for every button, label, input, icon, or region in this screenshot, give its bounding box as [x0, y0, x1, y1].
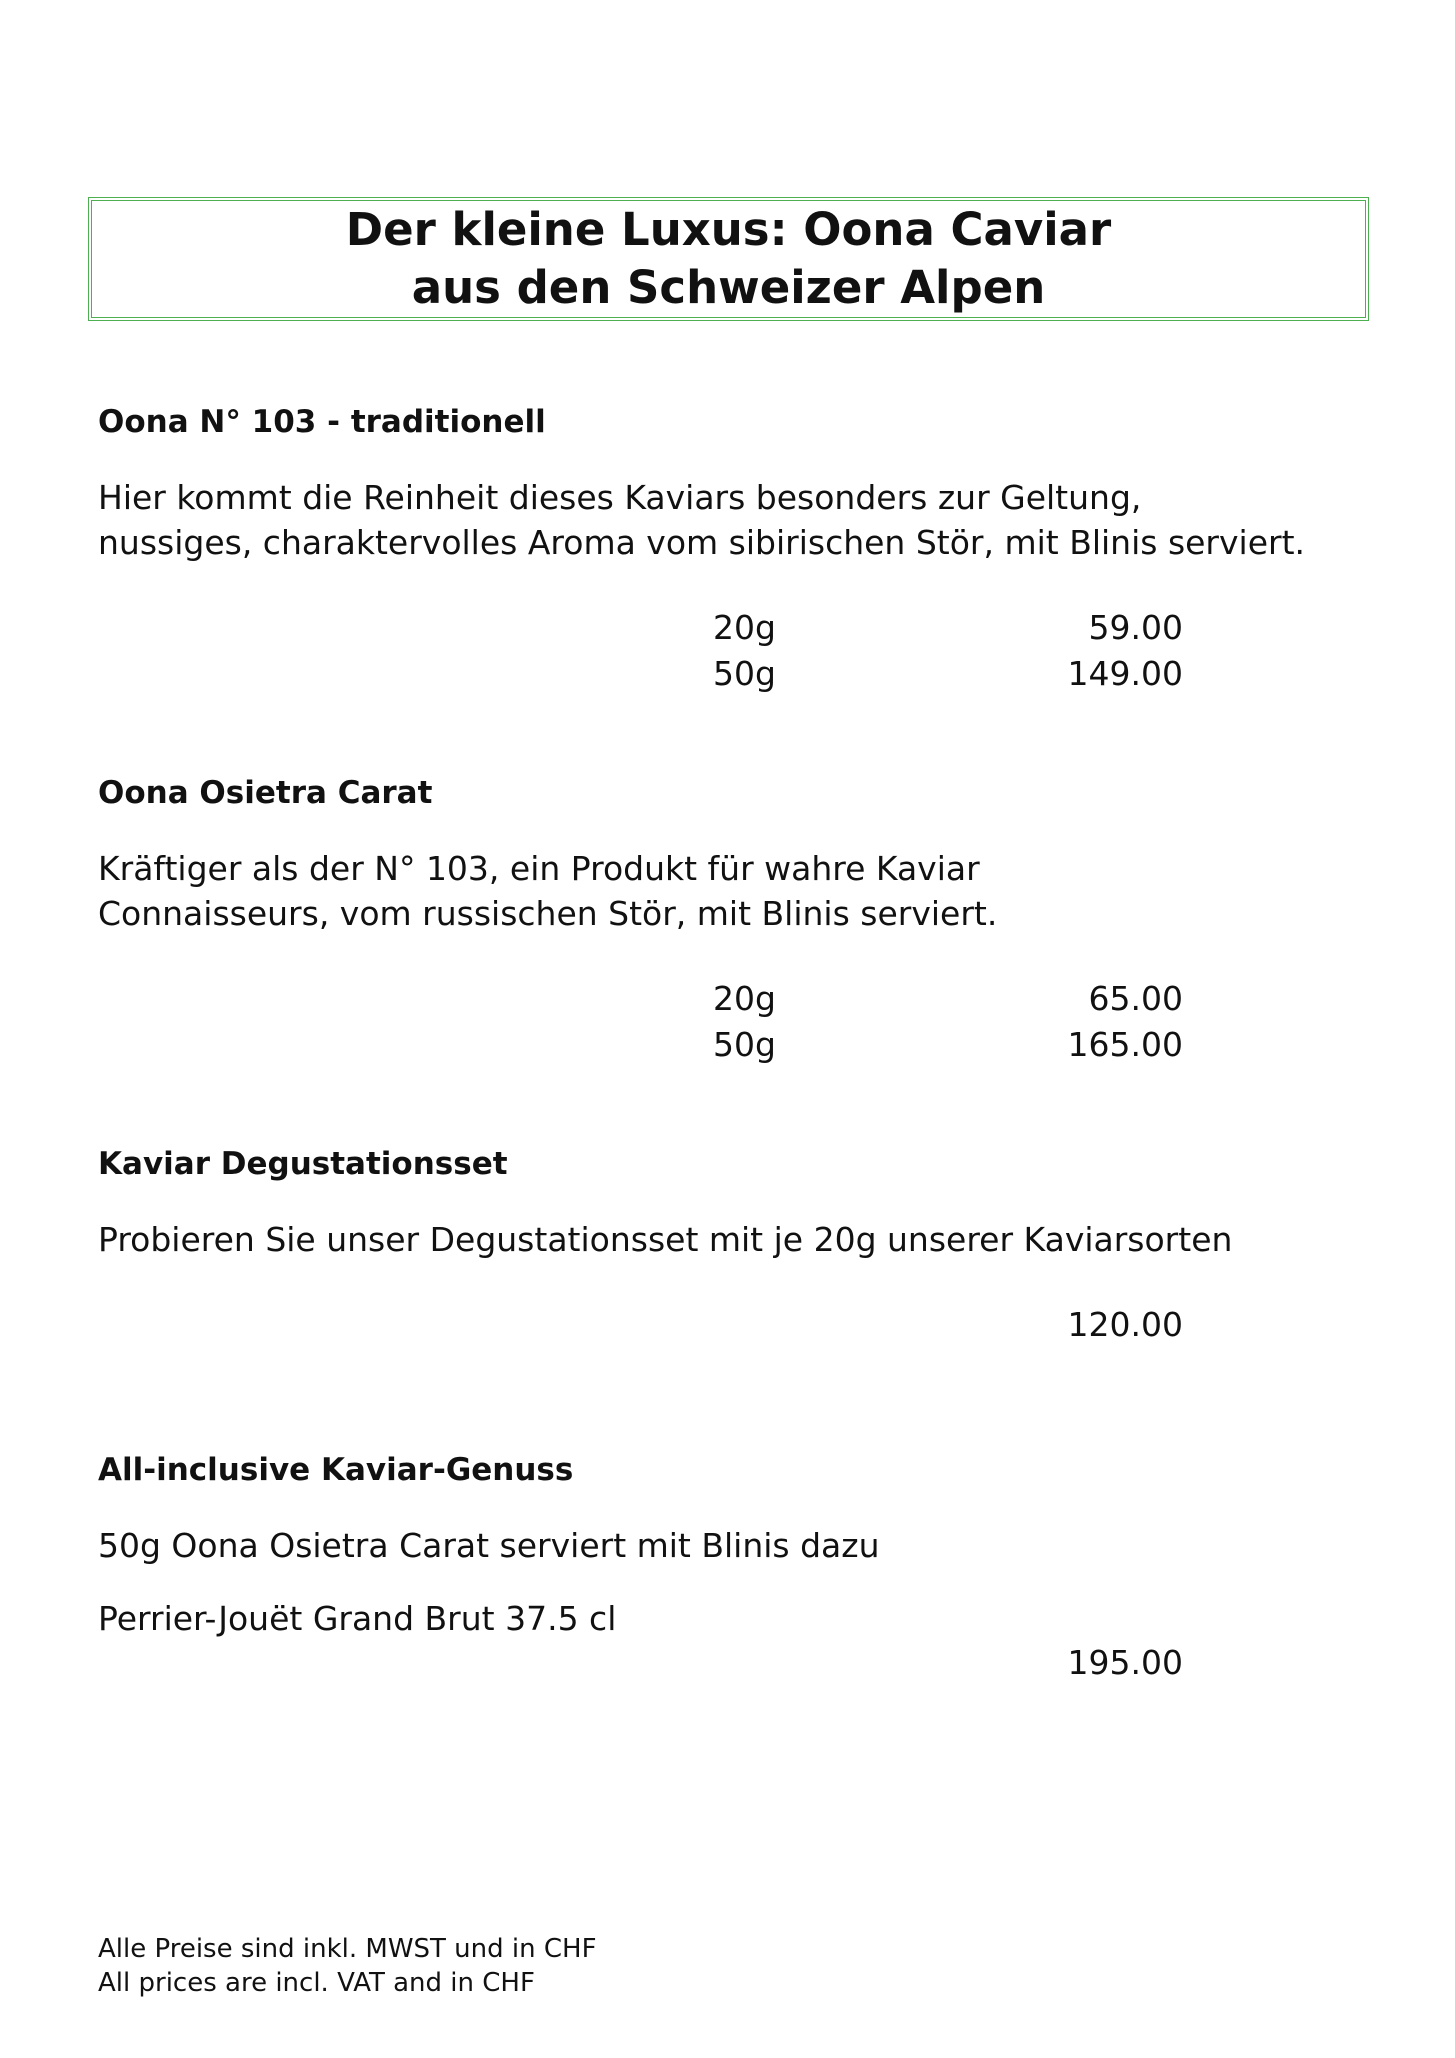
section-description-all-inclusive [98, 1523, 880, 1641]
footnote-english: All prices are incl. VAT and in CHF [98, 1968, 535, 1998]
portion-size: 20g [713, 608, 776, 647]
section-heading-osietra-carat: Oona Osietra Carat [98, 775, 433, 811]
portion-size: 50g [713, 654, 776, 693]
description-line: nussiges, charaktervolles Aroma vom sibirischen Stör, mit Blinis serviert. [98, 523, 1305, 562]
price-value: 149.00 [1067, 654, 1183, 693]
description-line: Connaisseurs, vom russischen Stör, mit Blinis serviert. [98, 894, 998, 933]
menu-title-box [88, 197, 1369, 321]
price-value: 59.00 [1088, 608, 1183, 647]
section-description-osietra-carat [98, 846, 997, 936]
price-value: 195.00 [1067, 1643, 1183, 1682]
description-line: Hier kommt die Reinheit dieses Kaviars besonders zur Geltung, [98, 478, 1142, 517]
section-heading-oona-103: Oona N° 103 - traditionell [98, 404, 546, 440]
price-value: 165.00 [1067, 1025, 1183, 1064]
portion-size: 50g [713, 1025, 776, 1064]
portion-size: 20g [713, 979, 776, 1018]
footnote-german: Alle Preise sind inkl. MWST und in CHF [98, 1934, 597, 1964]
price-value: 120.00 [1067, 1305, 1183, 1344]
section-heading-all-inclusive: All-inclusive Kaviar-Genuss [98, 1452, 574, 1488]
price-value: 65.00 [1088, 979, 1183, 1018]
description-line: Perrier-Jouët Grand Brut 37.5 cl [98, 1599, 617, 1638]
section-description-oona-103 [98, 475, 1305, 565]
menu-title-line-1: Der kleine Luxus: Oona Caviar [345, 203, 1112, 256]
menu-title-line-2: aus den Schweizer Alpen [411, 261, 1046, 314]
description-line: 50g Oona Osietra Carat serviert mit Blinis dazu [98, 1526, 880, 1565]
section-description-degustationsset [98, 1217, 1232, 1262]
description-line: Probieren Sie unser Degustationsset mit je 20g unserer Kaviarsorten [98, 1220, 1233, 1259]
description-line: Kräftiger als der N° 103, ein Produkt für wahre Kaviar [98, 849, 980, 888]
price-footnote [98, 1932, 597, 2000]
section-heading-degustationsset: Kaviar Degustationsset [98, 1146, 508, 1182]
